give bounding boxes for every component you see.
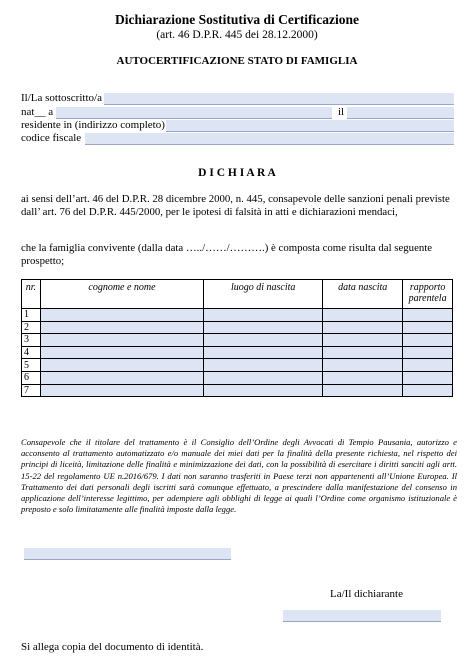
relationship-cell[interactable]: [403, 309, 453, 322]
birthdate-field[interactable]: [347, 107, 454, 119]
row-number: 1: [22, 309, 41, 322]
signature-label: La/Il dichiarante: [330, 588, 403, 600]
fiscal-code-label: codice fiscale: [21, 132, 82, 144]
residence-field[interactable]: [166, 120, 454, 132]
name-cell[interactable]: [40, 384, 203, 397]
family-statement-line1: che la famiglia convivente (dalla data …../……/……….) è composta come risulta dal seguente: [21, 242, 433, 254]
fiscal-code-field[interactable]: [85, 133, 454, 145]
table-row: [22, 309, 453, 322]
row-number: 3: [22, 334, 41, 347]
declaration-title: D I C H I A R A: [198, 167, 276, 179]
row-number: 4: [22, 346, 41, 359]
row-number: 5: [22, 359, 41, 372]
row-number: 7: [22, 384, 41, 397]
name-cell[interactable]: [40, 309, 203, 322]
residence-label: residente in (indirizzo completo): [21, 119, 165, 131]
birthdate-cell[interactable]: [323, 384, 403, 397]
header-birthdate: data nascita: [323, 280, 403, 309]
name-cell[interactable]: [40, 346, 203, 359]
birthdate-cell[interactable]: [323, 309, 403, 322]
row-number: 6: [22, 371, 41, 384]
relationship-cell[interactable]: [403, 321, 453, 334]
birthdate-cell[interactable]: [323, 321, 403, 334]
birthplace-cell[interactable]: [204, 359, 323, 372]
header-relationship: rapporto parentela: [403, 280, 453, 309]
birthplace-cell[interactable]: [204, 321, 323, 334]
table-header-row: [22, 280, 453, 309]
table-row: [22, 384, 453, 397]
family-table: [21, 279, 453, 397]
birthplace-field[interactable]: [56, 107, 332, 119]
table-row: [22, 334, 453, 347]
declaration-text-line1: ai sensi dell’art. 46 del D.P.R. 28 dicembre 2000, n. 445, consapevole delle sanzioni penali previste: [21, 193, 450, 205]
table-row: [22, 321, 453, 334]
name-label: Il/La sottoscritto/a: [21, 92, 102, 104]
declaration-text-line2: dall’ art. 76 del D.P.R. 445/2000, per le ipotesi di falsità in atti e dichiarazioni mendaci,: [21, 206, 398, 218]
name-cell[interactable]: [40, 359, 203, 372]
family-statement-line2: prospetto;: [21, 255, 65, 267]
relationship-cell[interactable]: [403, 384, 453, 397]
birthplace-cell[interactable]: [204, 371, 323, 384]
attachment-note: Si allega copia del documento di identità.: [21, 641, 204, 653]
birthdate-cell[interactable]: [323, 371, 403, 384]
table-row: [22, 371, 453, 384]
table-row: [22, 346, 453, 359]
birthplace-cell[interactable]: [204, 334, 323, 347]
birthplace-cell[interactable]: [204, 309, 323, 322]
relationship-cell[interactable]: [403, 334, 453, 347]
birthplace-label: nat__ a: [21, 106, 54, 118]
birthplace-cell[interactable]: [204, 346, 323, 359]
relationship-cell[interactable]: [403, 371, 453, 384]
birthplace-cell[interactable]: [204, 384, 323, 397]
document-subtitle: (art. 46 D.P.R. 445 dei 28.12.2000): [156, 29, 318, 41]
birthdate-cell[interactable]: [323, 334, 403, 347]
name-cell[interactable]: [40, 321, 203, 334]
privacy-consent-text: Consapevole che il titolare del trattamento è il Consiglio dell’Ordine degli Avvocati di Tempio Pausania, autorizzo e acconsento al trattamento automatizzato e/o manuale dei miei dati per la finalità della presente richiesta, nel rispetto dei principi di liceità, limitazione delle finalità e minimizzazione dei dati, con la possibilità di esercitare i diritti sanciti agli artt. 15-22 del regolamento UE n.2016/679. I dati non saranno trasferiti in Paese terzi non appartenenti all’Unione Europea. Il Trattamento dei dati personali degli iscritti sarà comunque effettuato, a prescindere dalla manifestazione del consenso in applicazione dell’interesse legittimo, per adempiere agli obblighi di legge ai quali l’Ordine come organismo istituzionale è preposto e solo limitatamente alle finalità imposte dalla legge.: [21, 437, 457, 515]
table-row: [22, 359, 453, 372]
birthdate-label: il: [338, 106, 345, 118]
relationship-cell[interactable]: [403, 346, 453, 359]
document-title: Dichiarazione Sostitutiva di Certificazione: [114, 12, 360, 27]
signature-field[interactable]: [283, 610, 441, 622]
header-name: cognome e nome: [40, 280, 203, 309]
birthdate-cell[interactable]: [323, 346, 403, 359]
section-heading: AUTOCERTIFICAZIONE STATO DI FAMIGLIA: [116, 55, 358, 67]
place-date-field[interactable]: [24, 548, 231, 560]
name-cell[interactable]: [40, 334, 203, 347]
row-number: 2: [22, 321, 41, 334]
birthdate-cell[interactable]: [323, 359, 403, 372]
header-nr: nr.: [22, 280, 41, 309]
relationship-cell[interactable]: [403, 359, 453, 372]
header-birthplace: luogo di nascita: [204, 280, 323, 309]
name-cell[interactable]: [40, 371, 203, 384]
name-field[interactable]: [104, 93, 454, 105]
